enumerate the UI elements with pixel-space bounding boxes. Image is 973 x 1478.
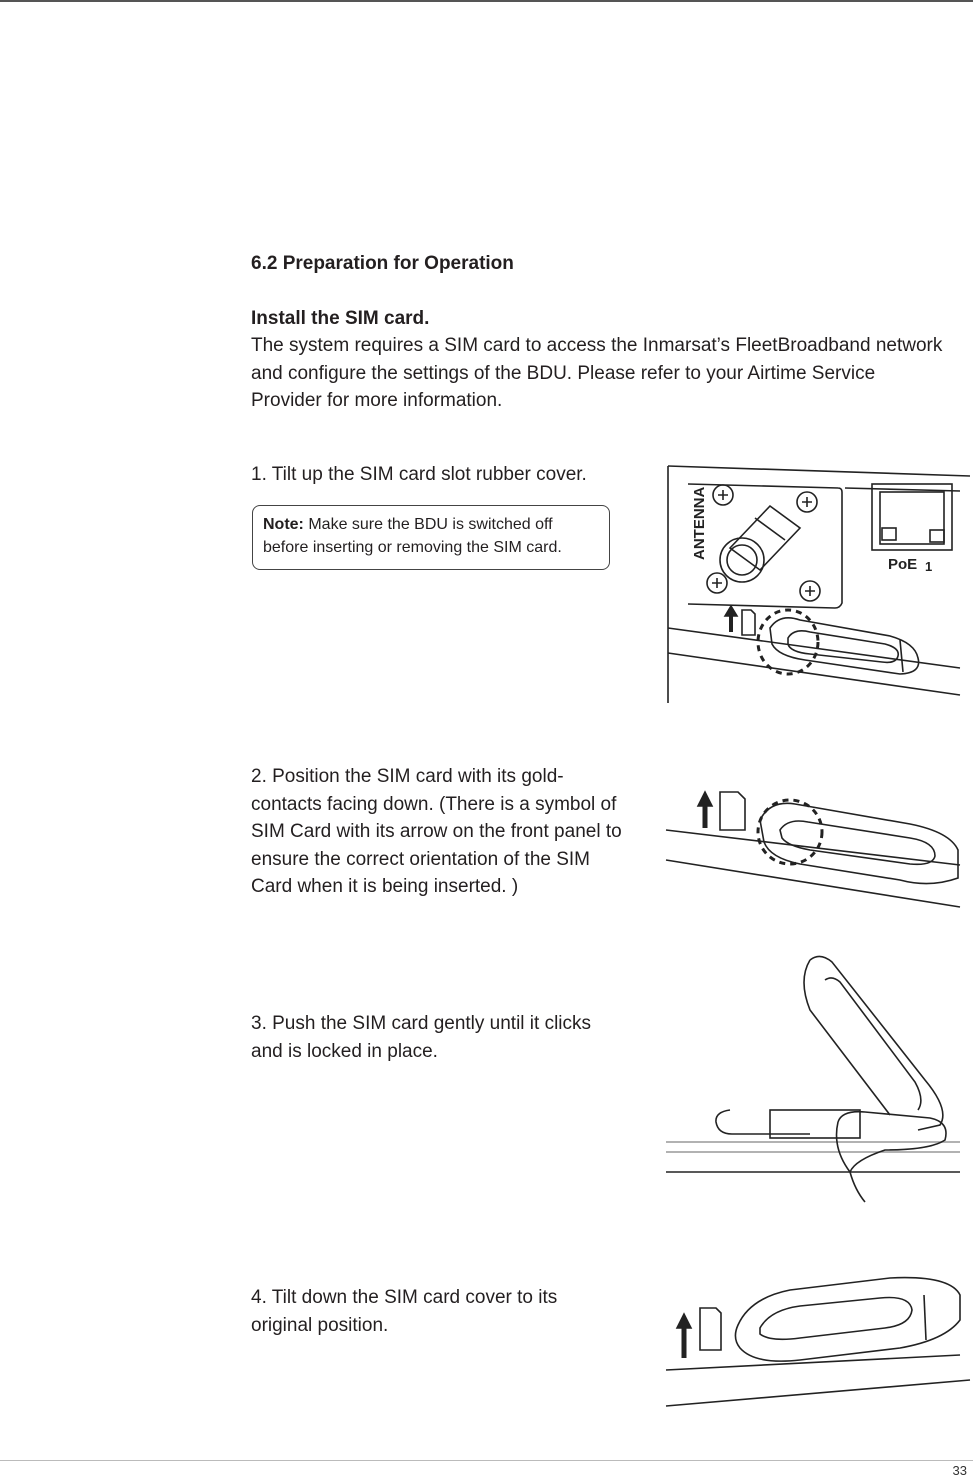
subsection-title: Install the SIM card. [251, 308, 430, 329]
intro-paragraph [251, 332, 973, 415]
step-2-text: 2. Position the SIM card with its gold- contacts facing down. (There is a symbol of SIM Card with its arrow on the front panel to ensure the correct orientation of the SIM Card when it is being inserted. ) [251, 766, 622, 897]
bottom-rule [0, 1460, 973, 1461]
step-4-text: 4. Tilt down the SIM card cover to its original position. [251, 1287, 558, 1336]
antenna-label: ANTENNA [691, 486, 708, 560]
poe-label: PoE [888, 556, 918, 573]
intro-line: The system requires a SIM card to access the Inmarsat’s FleetBroadband network [251, 335, 943, 356]
note-text: Make sure the BDU is switched off before inserting or removing the SIM card. [263, 516, 562, 556]
intro-line: Provider for more information. [251, 390, 503, 411]
intro-line: and configure the settings of the BDU. Please refer to your Airtime Service [251, 362, 876, 384]
figure-sim-push [660, 950, 973, 1210]
note-label: Note: [263, 516, 304, 533]
step-1-text: 1. Tilt up the SIM card slot rubber cover. [251, 464, 587, 485]
page-number: 33 [952, 1463, 967, 1478]
section-title: 6.2 Preparation for Operation [251, 253, 514, 274]
top-rule [0, 0, 973, 2]
figure-sim-cover-closed [660, 1270, 973, 1410]
step-3-text: 3. Push the SIM card gently until it clicks and is locked in place. [251, 1013, 592, 1062]
note-box [252, 505, 610, 570]
figure-sim-position [660, 780, 970, 915]
figure-panel-sim-slot [660, 458, 970, 703]
poe-port-number: 1 [925, 559, 933, 574]
